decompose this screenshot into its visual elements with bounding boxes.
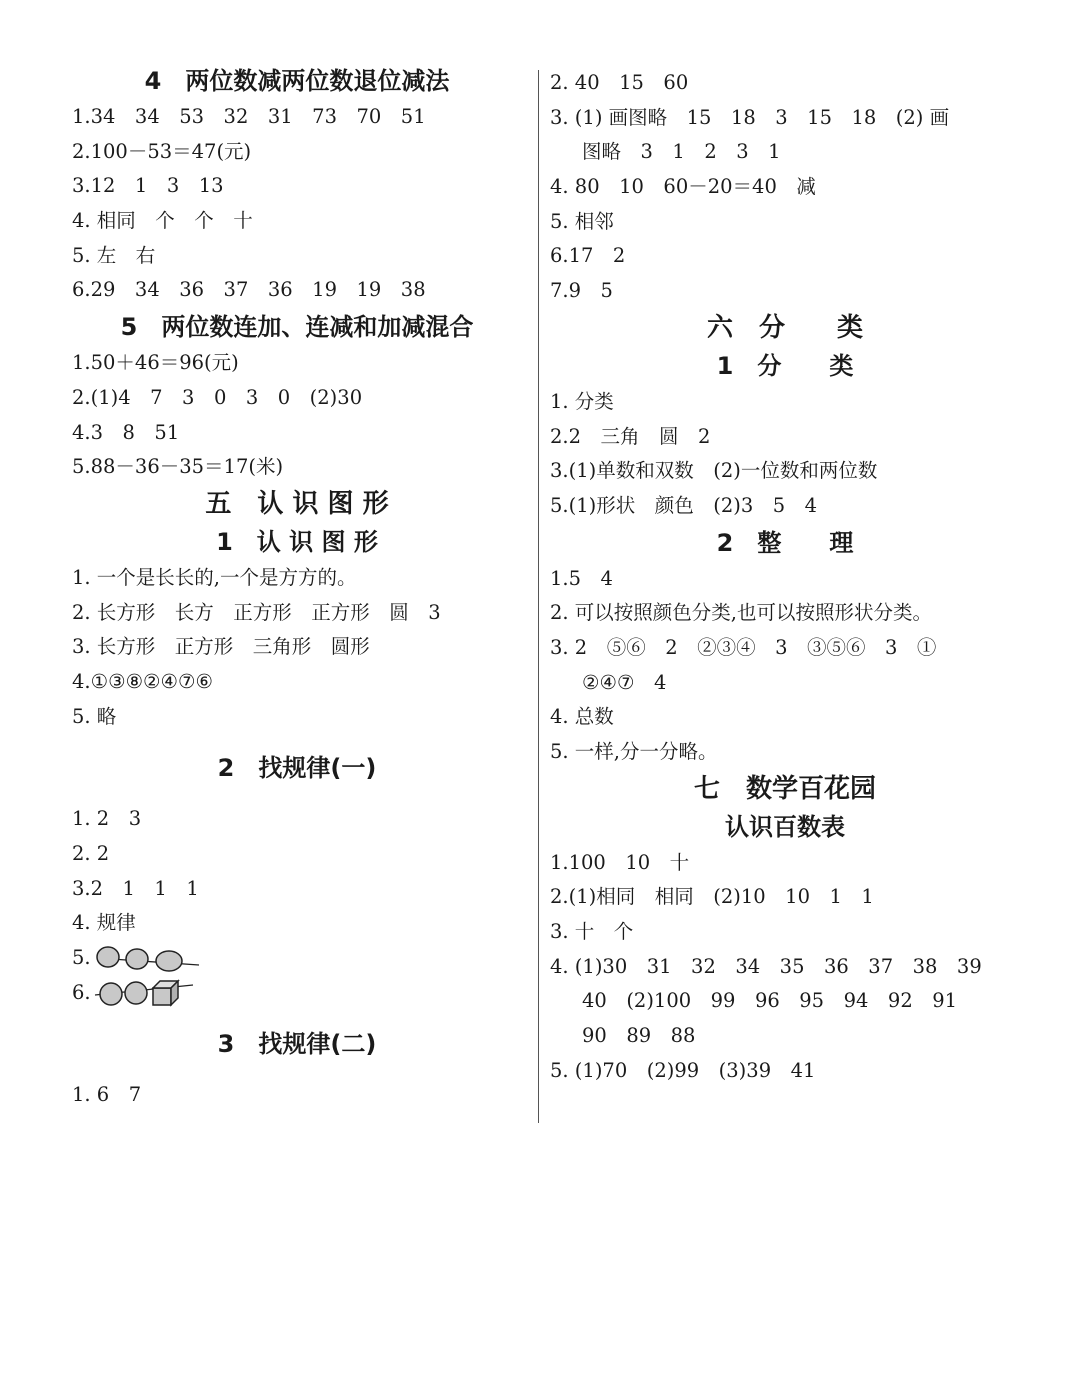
unit-title-5: 五 认 识 图 形 <box>205 488 389 519</box>
unit-title-6: 六 分 类 <box>706 312 863 343</box>
bead-pattern-icon <box>93 943 203 973</box>
answer-line: 6.17 2 <box>550 244 626 268</box>
left-column <box>72 62 522 1113</box>
spacer <box>72 1063 522 1078</box>
answer-line: 5.(1)形状 颜色 (2)3 5 4 <box>550 493 818 517</box>
spacer <box>72 1010 522 1025</box>
answer-line: 3.12 1 3 13 <box>72 174 224 198</box>
answer-line: 3. 长方形 正方形 三角形 圆形 <box>72 635 370 659</box>
section-title-5-1: 1 认 识 图 形 <box>216 527 378 556</box>
answer-line: 1.50＋46＝96(元) <box>72 351 239 375</box>
answer-line: 3.2 1 1 1 <box>72 876 199 900</box>
answer-line: 4. 80 10 60－20＝40 减 <box>550 175 816 199</box>
answer-line: 3. 2 ⑤⑥ 2 ②③④ 3 ③⑤⑥ 3 ① <box>550 635 937 659</box>
answer-line: 2. 40 15 60 <box>550 71 689 94</box>
answer-line: 1. 2 3 <box>72 807 142 831</box>
section-title-6-2: 2 整 理 <box>716 528 854 557</box>
answer-line: 4. (1)30 31 32 34 35 36 37 38 39 <box>550 954 982 978</box>
answer-line: 5.88－36－35＝17(米) <box>72 455 284 479</box>
answer-line-bead-pattern-1 <box>72 941 522 976</box>
right-column <box>550 66 1020 1089</box>
section-title-6-1: 1 分 类 <box>716 351 854 380</box>
answer-line: 5. 左 右 <box>72 243 156 267</box>
answer-line: 2.100－53＝47(元) <box>72 139 252 163</box>
section-title-7-1: 认识百数表 <box>725 812 845 841</box>
unit-title-7: 七 数学百花园 <box>693 773 876 804</box>
answer-line: 1.34 34 53 32 31 73 70 51 <box>72 105 426 128</box>
spacer <box>72 787 522 802</box>
answer-line: 1. 一个是长长的,一个是方方的。 <box>72 565 357 589</box>
section-title-5: 5 两位数连加、连减和加减混合 <box>120 313 474 342</box>
answer-line: 3.(1)单数和双数 (2)一位数和两位数 <box>550 459 878 483</box>
answer-line: 4. 规律 <box>72 911 136 935</box>
answer-line: 1.100 10 十 <box>550 850 690 874</box>
answer-line: 2.2 三角 圆 2 <box>550 424 711 448</box>
answer-line: 2.(1)4 7 3 0 3 0 (2)30 <box>72 385 363 409</box>
answer-line-continued: 图略 3 1 2 3 1 <box>582 140 781 164</box>
answer-line-continued: 40 (2)100 99 96 95 94 92 91 <box>582 989 958 1013</box>
answer-line: 2.(1)相同 相同 (2)10 10 1 1 <box>550 885 874 909</box>
answer-line: 2. 长方形 长方 正方形 正方形 圆 3 <box>72 600 441 624</box>
answer-line: 4.3 8 51 <box>72 420 180 444</box>
column-divider <box>538 70 539 1123</box>
answer-line: 5. 相邻 <box>550 209 614 233</box>
answer-line-continued: 90 89 88 <box>582 1024 696 1048</box>
answer-line: 3. 十 个 <box>550 920 634 944</box>
answer-line: 4. 相同 个 个 十 <box>72 209 253 233</box>
answer-line: 7.9 5 <box>550 279 613 303</box>
answer-line: 4.①③⑧②④⑦⑥ <box>72 669 213 693</box>
spacer <box>72 734 522 749</box>
answer-line: 2. 可以按照颜色分类,也可以按照形状分类。 <box>550 601 933 625</box>
answer-line: 1.5 4 <box>550 566 613 590</box>
answer-line: 3. (1) 画图略 15 18 3 15 18 (2) 画 <box>550 105 950 129</box>
section-title-5-3: 3 找规律(二) <box>217 1030 377 1059</box>
answer-line: 5. 一样,分一分略。 <box>550 740 718 763</box>
section-title-5-2: 2 找规律(一) <box>217 754 377 783</box>
section-title-4: 4 两位数减两位数退位减法 <box>144 67 450 95</box>
bead-cube-pattern-icon <box>93 978 203 1008</box>
answer-line: 1. 6 7 <box>72 1083 142 1107</box>
answer-line: 1. 分类 <box>550 389 614 413</box>
answer-number: 6. <box>72 980 91 1004</box>
answer-line: 6.29 34 36 37 36 19 19 38 <box>72 278 426 302</box>
answer-number: 5. <box>72 946 91 970</box>
answer-line-bead-pattern-2 <box>72 976 522 1011</box>
answer-line: 5. 略 <box>72 704 117 728</box>
answer-line: 5. (1)70 (2)99 (3)39 41 <box>550 1058 816 1082</box>
answer-line: 4. 总数 <box>550 705 614 729</box>
answer-line-continued: ②④⑦ 4 <box>582 670 667 694</box>
answer-line: 2. 2 <box>72 842 110 865</box>
